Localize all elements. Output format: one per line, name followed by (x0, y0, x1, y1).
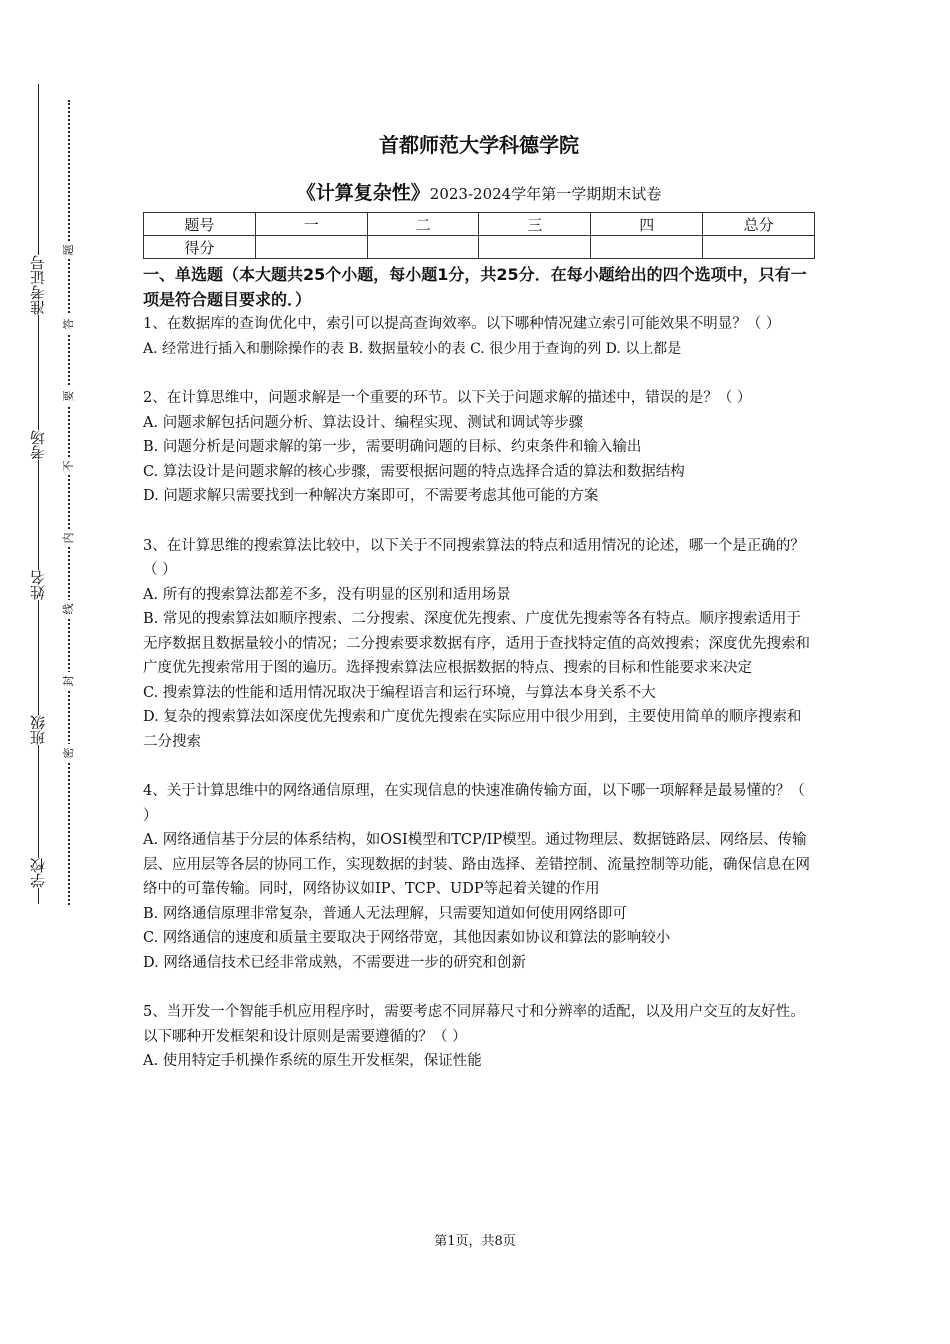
score-table-cell: 一 (255, 213, 367, 236)
score-table-cell: 得分 (144, 236, 256, 259)
exam-subtitle (143, 178, 815, 208)
seal-char: 不 (63, 457, 75, 475)
section-heading: 一、单选题（本大题共25个小题，每小题1分，共25分．在每小题给出的四个选项中，只有一项是符合题目要求的．） (143, 265, 807, 309)
seal-char: 要 (63, 387, 75, 405)
exam-content (143, 128, 815, 1074)
seal-char: 线 (63, 600, 75, 618)
option-c: C. 算法设计是问题求解的核心步骤，需要根据问题的特点选择合适的算法和数据结构 (143, 463, 685, 480)
score-table-cell: 三 (479, 213, 591, 236)
question-stem: 2、在计算思维中，问题求解是一个重要的环节。以下关于问题求解的描述中，错误的是？（ ） (143, 390, 752, 406)
question-stem: 3、在计算思维的搜索算法比较中，以下关于不同搜索算法的特点和适用情况的论述，哪一个是正确的？（ ） (143, 537, 805, 578)
question-options: A. 经常进行插入和删除操作的表 B. 数据量较小的表 C. 很少用于查询的列 D. 以上都是 (143, 340, 682, 357)
binding-dotted-line (68, 100, 70, 905)
question-stem: 4、关于计算思维中的网络通信原理，在实现信息的快速准确传输方面，以下哪一项解释是最易懂的？（ ） (143, 783, 805, 824)
seal-char: 题 (63, 241, 75, 259)
option-d: D. 问题求解只需要找到一种解决方案即可，不需要考虑其他可能的方案 (143, 488, 599, 504)
option-b: B. 常见的搜索算法如顺序搜索、二分搜索、深度优先搜索、广度优先搜索等各有特点。顺序搜索适用于无序数据且数据量较小的情况；二分搜索要求数据有序，适用于查找特定值的高效搜索；深度优先搜索和广度优先搜索常用于图的遍历。选择搜索算法应根据数据的特点、搜索的目标和性能要求来决定 (143, 611, 810, 676)
score-table-header-row (144, 213, 815, 236)
exam-term: 2023-2024学年第一学期期末试卷 (429, 185, 662, 203)
label-exam-number: 准考证号 (22, 255, 54, 315)
seal-char: 答 (63, 315, 75, 333)
option-a: A. 问题求解包括问题分析、算法设计、编程实现、测试和调试等步骤 (143, 414, 584, 431)
option-a: A. 使用特定手机操作系统的原生开发框架，保证性能 (143, 1053, 482, 1069)
question (143, 534, 815, 755)
option-d: D. 网络通信技术已经非常成熟，不需要进一步的研究和创新 (143, 954, 526, 971)
question (143, 779, 815, 975)
score-table-score-row (144, 236, 815, 259)
score-table-cell: 题号 (144, 213, 256, 236)
question-stem: 1、在数据库的查询优化中，索引可以提高查询效率。以下哪种情况建立索引可能效果不明显？（ ） (143, 316, 781, 332)
question (143, 386, 815, 509)
option-c: C. 搜索算法的性能和适用情况取决于编程语言和运行环境，与算法本身关系不大 (143, 684, 656, 701)
option-a: A. 所有的搜索算法都差不多，没有明显的区别和适用场景 (143, 586, 511, 603)
score-table-cell (703, 236, 815, 259)
label-class: 班级 (22, 715, 54, 745)
page-number: 第1页，共8页 (434, 1234, 516, 1249)
label-exam-room: 考场 (22, 430, 54, 460)
option-c: C. 网络通信的速度和质量主要取决于网络带宽，其他因素如协议和算法的影响较小 (143, 930, 671, 946)
label-name: 姓名 (22, 570, 54, 600)
score-table-cell: 总分 (703, 213, 815, 236)
score-table (143, 212, 815, 259)
binding-solid-line (38, 84, 39, 904)
option-a: A. 网络通信基于分层的体系结构，如OSI模型和TCP/IP模型。通过物理层、数据链路层、网络层、传输层、应用层等各层的协同工作，实现数据的封装、路由选择、差错控制、流量控制等功能，确保信息在网络中的可靠传输。同时，网络协议如IP、TCP、UDP等起着关键的作用 (143, 832, 810, 897)
score-table-cell: 四 (591, 213, 703, 236)
score-table-cell (367, 236, 479, 259)
score-table-cell (479, 236, 591, 259)
seal-char: 内 (63, 529, 75, 547)
option-b: B. 网络通信原理非常复杂，普通人无法理解，只需要知道如何使用网络即可 (143, 905, 627, 922)
seal-char: 密 (63, 744, 75, 762)
question (143, 1000, 815, 1074)
course-title: 《计算复杂性》 (296, 182, 430, 204)
score-table-cell (255, 236, 367, 259)
label-school: 学校 (22, 858, 54, 888)
school-title: 首都师范大学科德学院 (379, 133, 579, 157)
question (143, 312, 815, 361)
binding-margin (0, 0, 110, 1344)
option-d: D. 复杂的搜索算法如深度优先搜索和广度优先搜索在实际应用中很少用到，主要使用简单的顺序搜索和二分搜索 (143, 709, 802, 750)
score-table-cell (591, 236, 703, 259)
question-stem: 5、当开发一个智能手机应用程序时，需要考虑不同屏幕尺寸和分辨率的适配，以及用户交互的友好性。以下哪种开发框架和设计原则是需要遵循的？（ ） (143, 1004, 805, 1045)
score-table-cell: 二 (367, 213, 479, 236)
option-b: B. 问题分析是问题求解的第一步，需要明确问题的目标、约束条件和输入输出 (143, 439, 642, 455)
seal-char: 封 (63, 672, 75, 690)
